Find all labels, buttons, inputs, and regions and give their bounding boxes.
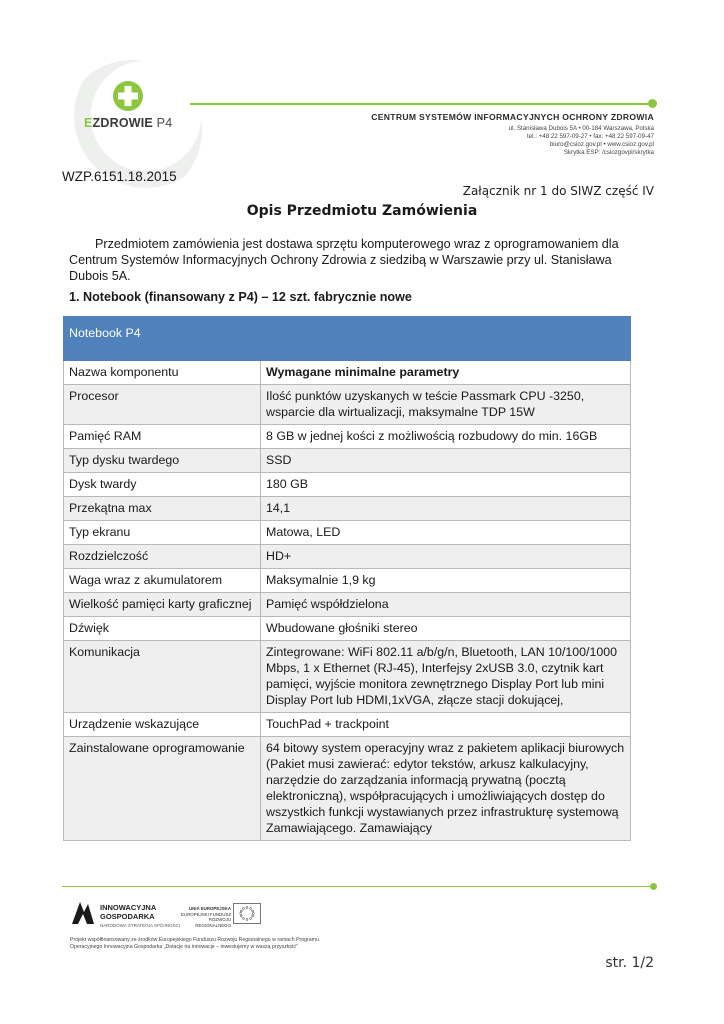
row-value: HD+ xyxy=(261,545,631,569)
table-row xyxy=(64,425,631,449)
table-row xyxy=(64,737,631,841)
organization-web: biuro@csioz.gov.pl • www.csioz.gov.pl xyxy=(549,141,654,148)
table-title-row xyxy=(64,317,631,361)
header-rule xyxy=(190,103,652,105)
row-value: SSD xyxy=(261,449,631,473)
row-value: Zintegrowane: WiFi 802.11 a/b/g/n, Bluetooth, LAN 10/100/1000 Mbps, 1 x Ethernet (RJ-45), Interfejsy 2xUSB 3.0, czytnik kart pamięci, wyjście monitora zewnętrznego Display Port lub mini Display Port lub HDMI,1xVGA, złącze stacji dokującej, xyxy=(261,641,631,713)
row-value: Pamięć współdzielona xyxy=(261,593,631,617)
row-name: Pamięć RAM xyxy=(64,425,261,449)
row-name: Procesor xyxy=(64,385,261,425)
column-header-parameters: Wymagane minimalne parametry xyxy=(261,361,631,385)
organization-phone: tel.: +48 22 597-09-27 • fax: +48 22 597-09-47 xyxy=(526,133,654,140)
row-name: Typ dysku twardego xyxy=(64,449,261,473)
row-value: Matowa, LED xyxy=(261,521,631,545)
row-value: 14,1 xyxy=(261,497,631,521)
table-row xyxy=(64,449,631,473)
page-number: str. 1/2 xyxy=(605,955,654,971)
header-rule-dot xyxy=(648,99,657,108)
organization-epuap: Skrytka ESP: /csiozgovpl/skrytka xyxy=(563,149,654,156)
document-title: Opis Przedmiotu Zamówienia xyxy=(246,203,478,219)
row-name: Zainstalowane oprogramowanie xyxy=(64,737,261,841)
row-value: 8 GB w jednej kości z możliwością rozbudowy do min. 16GB xyxy=(261,425,631,449)
row-name: Komunikacja xyxy=(64,641,261,713)
table-row xyxy=(64,713,631,737)
row-name: Dźwięk xyxy=(64,617,261,641)
table-title: Notebook P4 xyxy=(64,317,631,361)
row-name: Dysk twardy xyxy=(64,473,261,497)
attachment-note: Załącznik nr 1 do SIWZ część IV xyxy=(462,184,654,198)
row-value: 64 bitowy system operacyjny wraz z pakietem aplikacji biurowych (Pakiet musi zawierać: edytor tekstów, arkusz kalkulacyjny, narzędzie do zarządzania informacją prywatną (pocztą elektroniczną), współpracujących i umożliwiających dostęp do wszystkich funkcji wystawianych przez infrastrukturę systemową Zamawiającego. Zamawiający xyxy=(261,737,631,841)
table-row xyxy=(64,593,631,617)
footer-rule xyxy=(62,886,652,887)
table-row xyxy=(64,473,631,497)
table-row xyxy=(64,521,631,545)
table-row xyxy=(64,385,631,425)
row-name: Urządzenie wskazujące xyxy=(64,713,261,737)
spec-table xyxy=(63,316,631,841)
row-name: Waga wraz z akumulatorem xyxy=(64,569,261,593)
row-name: Rozdzielczość xyxy=(64,545,261,569)
table-row xyxy=(64,617,631,641)
eu-fund-text: UNIA EUROPEJSKA EUROPEJSKI FUNDUSZ ROZWOJU REGIONALNEGO xyxy=(181,906,232,928)
row-name: Typ ekranu xyxy=(64,521,261,545)
table-row xyxy=(64,545,631,569)
row-value: TouchPad + trackpoint xyxy=(261,713,631,737)
row-name: Przekątna max xyxy=(64,497,261,521)
table-row xyxy=(64,641,631,713)
innowacyjna-gospodarka-text: INNOWACYJNA GOSPODARKA NARODOWA STRATEGIA SPÓJNOŚCI xyxy=(100,903,181,928)
table-row xyxy=(64,569,631,593)
row-value: 180 GB xyxy=(261,473,631,497)
section-heading: 1. Notebook (finansowany z P4) – 12 szt. fabrycznie nowe xyxy=(69,290,412,304)
organization-name: CENTRUM SYSTEMÓW INFORMACYJNYCH OCHRONY ZDROWIA xyxy=(371,112,654,122)
table-row xyxy=(64,497,631,521)
document-reference: WZP.6151.18.2015 xyxy=(62,169,177,184)
row-value: Maksymalnie 1,9 kg xyxy=(261,569,631,593)
innowacyjna-gospodarka-logo-icon xyxy=(70,898,96,926)
logo-wordmark: EZDROWIE P4 xyxy=(84,116,173,130)
organization-address: ul. Stanisława Dubois 5A • 00-184 Warszawa, Polska xyxy=(508,125,654,132)
intro-paragraph: Przedmiotem zamówienia jest dostawa sprzętu komputerowego wraz z oprogramowaniem dla Centrum Systemów Informacyjnych Ochrony Zdrowia z siedzibą w Warszawie przy ul. Stanisława Dubois 5A. xyxy=(69,237,619,283)
medical-cross-icon xyxy=(112,80,144,112)
funding-note: Projekt współfinansowany ze środków Europejskiego Funduszu Rozwoju Regionalnego w ramach Programu Operacyjnego Innowacyjna Gospodarka „Dotacje na innowacje – inwestujemy w waszą przyszłość” xyxy=(70,937,319,950)
eu-flag-icon xyxy=(233,903,261,924)
row-name: Wielkość pamięci karty graficznej xyxy=(64,593,261,617)
table-header-row xyxy=(64,361,631,385)
row-value: Ilość punktów uzyskanych w teście Passmark CPU -3250, wsparcie dla wirtualizacji, maksymalne TDP 15W xyxy=(261,385,631,425)
row-value: Wbudowane głośniki stereo xyxy=(261,617,631,641)
column-header-component: Nazwa komponentu xyxy=(64,361,261,385)
footer-rule-dot xyxy=(650,883,657,890)
